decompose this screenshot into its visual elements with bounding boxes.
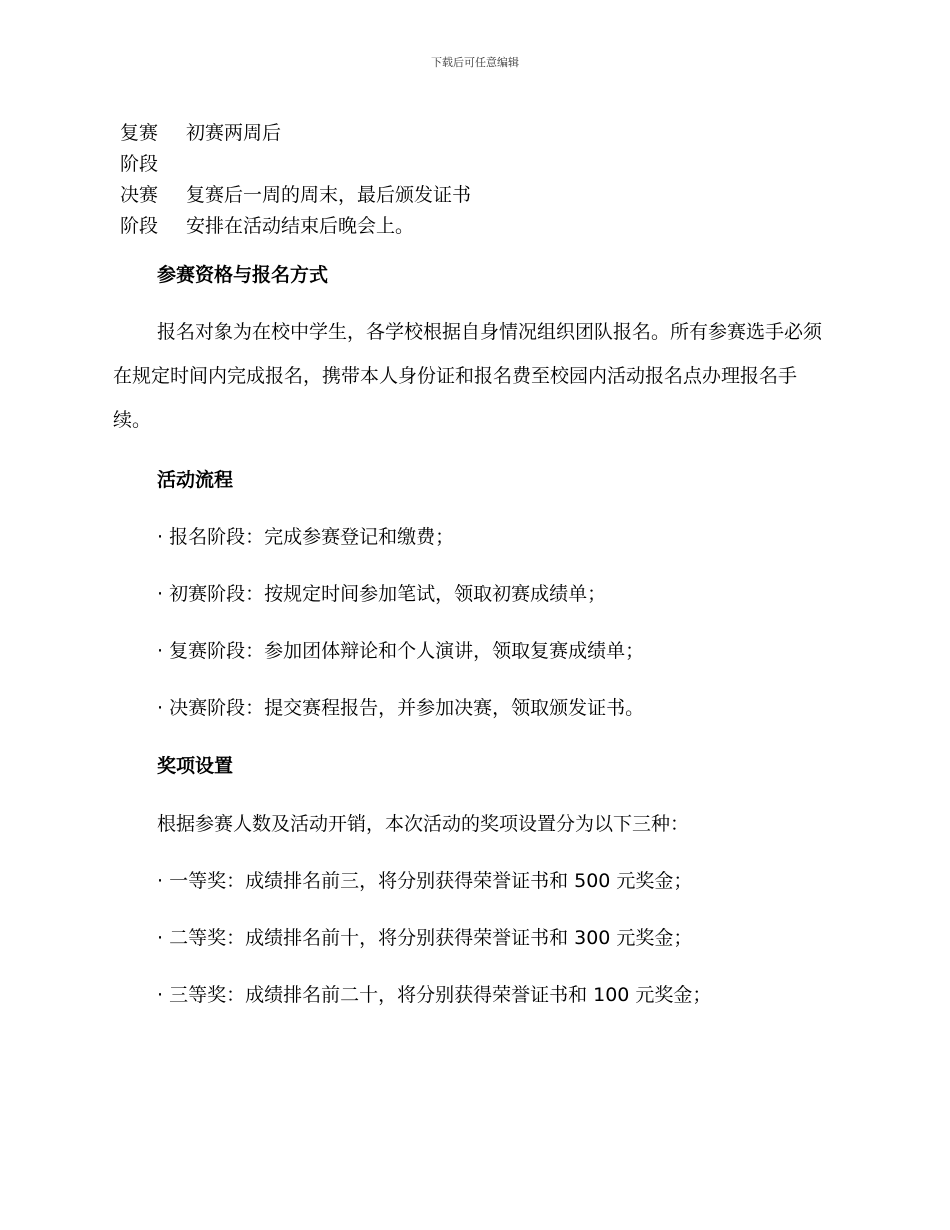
stage-desc-line: 初赛两周后 [186,122,282,144]
stage-desc [186,118,281,180]
stage-desc-line: 安排在活动结束后晚会上。 [186,215,415,237]
section-heading-process: 活动流程 [157,469,234,491]
page-header: 下载后可任意编辑 [431,56,519,69]
stage-desc-line: 复赛后一周的周末，最后颁发证书 [186,184,472,206]
stage-label-line: 阶段 [120,153,159,175]
process-item: · 复赛阶段：参加团体辩论和个人演讲，领取复赛成绩单； [157,640,645,662]
award-item: · 二等奖：成绩排名前十，将分别获得荣誉证书和 300 元奖金； [157,927,693,949]
awards-intro: 根据参赛人数及活动开销，本次活动的奖项设置分为以下三种： [157,813,690,835]
stage-label-line: 复赛 [120,122,159,144]
schedule-row [120,180,471,242]
process-item: · 初赛阶段：按规定时间参加笔试，领取初赛成绩单； [157,583,607,605]
section-heading-awards: 奖项设置 [157,755,234,777]
stage-label-line: 决赛 [120,184,159,206]
award-item: · 三等奖：成绩排名前二十，将分别获得荣誉证书和 100 元奖金； [157,984,712,1006]
section-heading-eligibility: 参赛资格与报名方式 [157,264,329,286]
schedule-table [120,118,471,242]
process-item: · 决赛阶段：提交赛程报告，并参加决赛，领取颁发证书。 [157,697,645,719]
stage-label [120,180,186,242]
stage-desc [186,180,471,242]
stage-label [120,118,186,180]
stage-label-line: 阶段 [120,215,159,237]
process-item: · 报名阶段：完成参赛登记和缴费； [157,526,455,548]
award-item: · 一等奖：成绩排名前三，将分别获得荣誉证书和 500 元奖金； [157,870,693,892]
eligibility-paragraph: 报名对象为在校中学生，各学校根据自身情况组织团队报名。所有参赛选手必须在规定时间内完成报名，携带本人身份证和报名费至校园内活动报名点办理报名手续。 [113,321,823,431]
schedule-row [120,118,471,180]
